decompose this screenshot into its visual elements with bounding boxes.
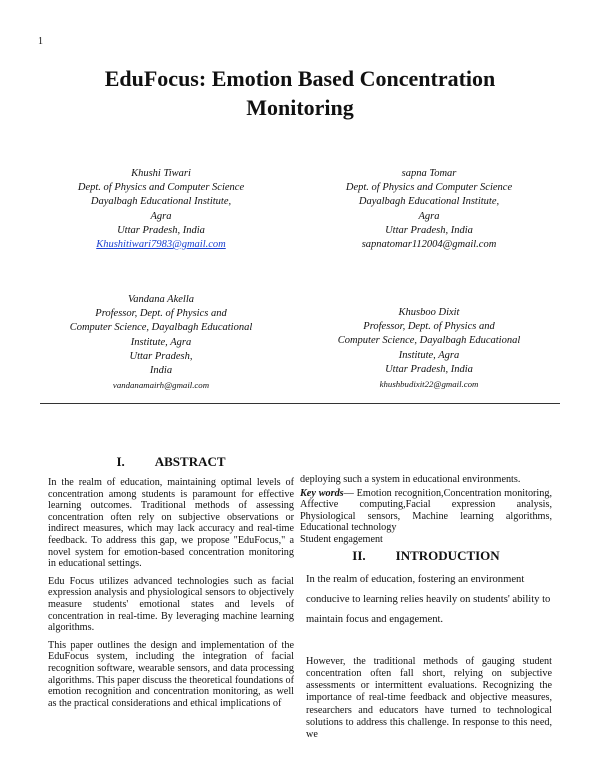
- author-block-vandana-akella: [36, 293, 286, 392]
- author-region: Uttar Pradesh, India: [385, 224, 473, 236]
- paper-title: [40, 64, 560, 122]
- author-affiliation: Institute, Agra: [398, 349, 460, 361]
- author-affiliation: Computer Science, Dayalbagh Educational: [69, 322, 253, 334]
- author-email: sapnatomar112004@gmail.com: [361, 239, 497, 251]
- author-affiliation: Dept. of Physics and Computer Science: [345, 182, 513, 194]
- header-divider: [40, 403, 560, 404]
- abstract-heading: [48, 454, 294, 470]
- abstract-heading-text: ABSTRACT: [154, 454, 226, 469]
- keywords-trailing: Student engagement: [300, 533, 383, 545]
- author-block-khusboo-dixit: [304, 306, 554, 391]
- introduction-heading: [300, 548, 552, 564]
- keywords-label: Key words: [300, 487, 344, 499]
- author-name: Khushi Tiwari: [131, 168, 191, 179]
- author-block-sapna-tomar: [304, 167, 554, 252]
- author-region: Uttar Pradesh, India: [385, 363, 473, 375]
- author-country: India: [149, 365, 173, 377]
- author-region: Uttar Pradesh, India: [117, 224, 205, 236]
- introduction-paragraph: In the realm of education, fostering an environment conducive to learning relies heavily on students' ability to maintain focus and engagement.: [306, 573, 551, 625]
- page-number: 1: [38, 36, 43, 47]
- left-column: [48, 454, 294, 715]
- paper-title-line-2: Monitoring: [246, 95, 354, 120]
- author-affiliation: Dayalbagh Educational Institute,: [90, 196, 232, 208]
- introduction-heading-number: II.: [352, 547, 366, 563]
- abstract-continuation: deploying such a system in educational environments.: [300, 474, 521, 485]
- author-city: Agra: [418, 210, 440, 222]
- introduction-paragraph: However, the traditional methods of gauging student concentration often fall short, relying on subjective assessments or intermittent evaluations. Recognizing the importance of real-time feedback and objective measures, researchers and educators have turned to technological solutions to address this challenge. In response to this need, we: [306, 655, 552, 741]
- author-affiliation: Professor, Dept. of Physics and: [95, 308, 227, 320]
- author-region: Uttar Pradesh,: [129, 350, 193, 362]
- author-affiliation: Dayalbagh Educational Institute,: [358, 196, 500, 208]
- keywords-paragraph: [300, 488, 552, 534]
- author-city: Agra: [150, 210, 172, 222]
- author-affiliation: Computer Science, Dayalbagh Educational: [337, 335, 521, 347]
- author-name: Khusboo Dixit: [398, 307, 460, 318]
- author-affiliation: Institute, Agra: [130, 336, 192, 348]
- introduction-body: [300, 570, 552, 630]
- author-name: Vandana Akella: [127, 294, 194, 305]
- right-column: [300, 474, 552, 748]
- author-affiliation: Dept. of Physics and Computer Science: [77, 182, 245, 194]
- abstract-paragraph: Edu Focus utilizes advanced technologies such as facial expression analysis and physiological sensors to objectively measure students' emotional states and levels of concentration in real-time. By leveraging machine learning algorithms.: [48, 575, 294, 634]
- abstract-heading-number: I.: [116, 454, 125, 469]
- author-name: sapna Tomar: [401, 168, 457, 179]
- abstract-paragraph: This paper outlines the design and implementation of the EduFocus system, including the integration of facial recognition software, wearable sensors, and data processing algorithms. This paper discuss the theoretical foundations of emotion recognition and concentration monitoring, as well as the practical considerations and ethical implications of: [48, 639, 294, 709]
- author-affiliation: Professor, Dept. of Physics and: [363, 321, 495, 333]
- author-email-link[interactable]: Khushitiwari7983@gmail.com: [96, 239, 226, 251]
- keywords-text: — Emotion recognition,Concentration monitoring, Affective computing,Facial expression analysis, Physiological sensors, Machine learning algorithms, Educational technology: [300, 487, 552, 534]
- paper-title-line-1: EduFocus: Emotion Based Concentration: [104, 66, 496, 91]
- author-block-khushi-tiwari: [36, 167, 286, 252]
- introduction-heading-text: INTRODUCTION: [395, 547, 500, 563]
- abstract-paragraph: In the realm of education, maintaining optimal levels of concentration among students is paramount for effective learning outcomes. Traditional methods of assessing concentration often rely on subjective observations or indirect measures, which may lack accuracy and real-time feedback. To address this gap, we propose "EduFocus," a novel system for emotion-based concentration monitoring in educational settings.: [48, 477, 294, 570]
- author-email: vandanamairh@gmail.com: [112, 380, 210, 391]
- author-email: khushbudixit22@gmail.com: [379, 379, 479, 390]
